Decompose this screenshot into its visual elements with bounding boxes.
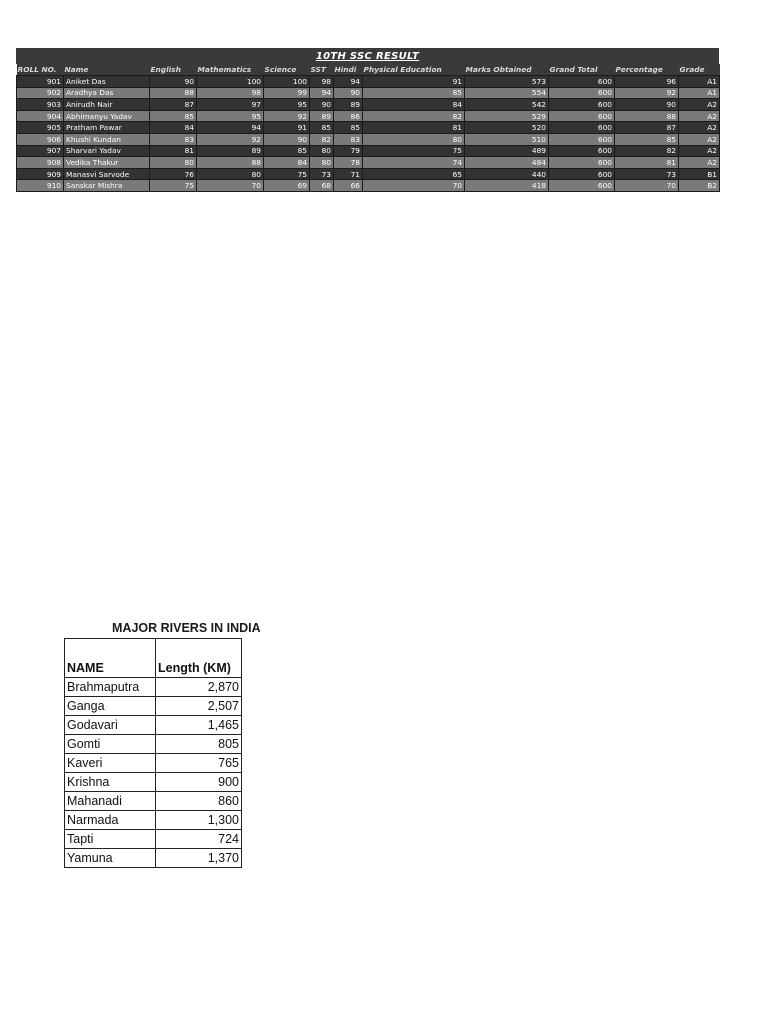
river-name-cell: Yamuna — [65, 849, 156, 868]
ssc-table-cell: Vedika Thakur — [64, 157, 150, 169]
ssc-result-title: 10TH SSC RESULT — [16, 48, 719, 64]
ssc-table-row — [17, 122, 720, 134]
ssc-table-cell: 100 — [264, 76, 310, 88]
ssc-column-header: Mathematics — [197, 64, 264, 76]
rivers-header-row — [65, 639, 242, 678]
ssc-table-cell: 81 — [363, 122, 465, 134]
ssc-table-cell: 92 — [197, 133, 264, 145]
ssc-column-header: Physical Education — [363, 64, 465, 76]
ssc-table-cell: 91 — [264, 122, 310, 134]
ssc-table-cell: 542 — [465, 99, 549, 111]
ssc-table-cell: 89 — [334, 99, 363, 111]
ssc-table-cell: A2 — [679, 110, 720, 122]
ssc-table-cell: 905 — [17, 122, 64, 134]
ssc-table-cell: 96 — [615, 76, 679, 88]
ssc-table-cell: A2 — [679, 145, 720, 157]
ssc-table-cell: 76 — [150, 168, 197, 180]
ssc-table-cell: 600 — [549, 133, 615, 145]
rivers-table-row — [65, 678, 242, 697]
ssc-table-cell: 94 — [310, 87, 334, 99]
ssc-table-cell: 80 — [310, 145, 334, 157]
ssc-table-cell: 85 — [264, 145, 310, 157]
ssc-table-cell: 86 — [334, 110, 363, 122]
ssc-table-cell: 91 — [363, 76, 465, 88]
ssc-column-header: Science — [264, 64, 310, 76]
ssc-table-cell: 97 — [197, 99, 264, 111]
river-name-cell: Kaveri — [65, 754, 156, 773]
ssc-table-cell: 92 — [615, 87, 679, 99]
ssc-table-cell: 69 — [264, 180, 310, 192]
rivers-table-row — [65, 830, 242, 849]
rivers-title: MAJOR RIVERS IN INDIA — [112, 621, 261, 635]
river-name-cell: Tapti — [65, 830, 156, 849]
ssc-table-cell: Manasvi Sarvode — [64, 168, 150, 180]
ssc-table-cell: 600 — [549, 180, 615, 192]
ssc-table-cell: 100 — [197, 76, 264, 88]
ssc-table-cell: 73 — [310, 168, 334, 180]
ssc-table-cell: 85 — [334, 122, 363, 134]
rivers-table-row — [65, 811, 242, 830]
ssc-table-cell: 80 — [310, 157, 334, 169]
ssc-table-cell: 907 — [17, 145, 64, 157]
ssc-table-cell: 600 — [549, 76, 615, 88]
river-length-cell: 1,370 — [156, 849, 242, 868]
ssc-result-table-block — [16, 48, 719, 192]
ssc-table-cell: B1 — [679, 168, 720, 180]
ssc-column-header: Grade — [679, 64, 720, 76]
ssc-table-cell: Anirudh Nair — [64, 99, 150, 111]
ssc-table-cell: 529 — [465, 110, 549, 122]
ssc-table-cell: 81 — [615, 157, 679, 169]
ssc-table-cell: 82 — [310, 133, 334, 145]
ssc-table-cell: Khushi Kundan — [64, 133, 150, 145]
river-name-cell: Gomti — [65, 735, 156, 754]
ssc-table-cell: 68 — [310, 180, 334, 192]
ssc-table-cell: 95 — [197, 110, 264, 122]
ssc-table-row — [17, 145, 720, 157]
ssc-table-cell: 80 — [363, 133, 465, 145]
ssc-table-cell: 82 — [615, 145, 679, 157]
ssc-table-cell: 95 — [264, 99, 310, 111]
ssc-table-cell: 85 — [150, 110, 197, 122]
ssc-table-cell: Sharvari Yadav — [64, 145, 150, 157]
ssc-table-cell: 90 — [615, 99, 679, 111]
river-length-cell: 2,507 — [156, 697, 242, 716]
river-length-cell: 724 — [156, 830, 242, 849]
ssc-table-cell: 75 — [363, 145, 465, 157]
rivers-table-row — [65, 735, 242, 754]
rivers-table-row — [65, 716, 242, 735]
ssc-table-cell: A2 — [679, 99, 720, 111]
ssc-table-cell: 87 — [150, 99, 197, 111]
ssc-table-cell: 84 — [264, 157, 310, 169]
ssc-table-cell: 87 — [615, 122, 679, 134]
rivers-table-block — [64, 618, 264, 868]
ssc-table-cell: 906 — [17, 133, 64, 145]
ssc-table-cell: 83 — [334, 133, 363, 145]
ssc-table-cell: 520 — [465, 122, 549, 134]
ssc-table-cell: 908 — [17, 157, 64, 169]
ssc-table-cell: 489 — [465, 145, 549, 157]
ssc-table-cell: 94 — [197, 122, 264, 134]
ssc-table-row — [17, 110, 720, 122]
river-name-cell: Brahmaputra — [65, 678, 156, 697]
ssc-table-cell: Aradhya Das — [64, 87, 150, 99]
river-name-cell: Krishna — [65, 773, 156, 792]
ssc-column-header: Marks Obtained — [465, 64, 549, 76]
rivers-table-row — [65, 773, 242, 792]
rivers-table-row — [65, 754, 242, 773]
ssc-table-cell: 90 — [334, 87, 363, 99]
ssc-column-header: Grand Total — [549, 64, 615, 76]
river-name-cell: Narmada — [65, 811, 156, 830]
rivers-column-header: Length (KM) — [156, 639, 242, 678]
rivers-table — [64, 638, 242, 868]
ssc-table-cell: 85 — [615, 133, 679, 145]
ssc-table-row — [17, 99, 720, 111]
ssc-table-row — [17, 87, 720, 99]
ssc-table-cell: 903 — [17, 99, 64, 111]
rivers-table-row — [65, 849, 242, 868]
ssc-column-header: ROLL NO. — [17, 64, 64, 76]
ssc-table-cell: 99 — [264, 87, 310, 99]
ssc-table-cell: 600 — [549, 168, 615, 180]
ssc-table-cell: 418 — [465, 180, 549, 192]
ssc-table-cell: 600 — [549, 99, 615, 111]
ssc-table-cell: 75 — [264, 168, 310, 180]
river-length-cell: 900 — [156, 773, 242, 792]
ssc-column-header: Percentage — [615, 64, 679, 76]
ssc-table-cell: 600 — [549, 87, 615, 99]
ssc-table-cell: A2 — [679, 157, 720, 169]
ssc-table-cell: 600 — [549, 110, 615, 122]
ssc-table-cell: 554 — [465, 87, 549, 99]
ssc-table-cell: 88 — [615, 110, 679, 122]
ssc-table-cell: A2 — [679, 122, 720, 134]
ssc-table-cell: 440 — [465, 168, 549, 180]
ssc-table-cell: 85 — [310, 122, 334, 134]
river-length-cell: 860 — [156, 792, 242, 811]
ssc-table-cell: 88 — [150, 87, 197, 99]
ssc-result-table — [16, 64, 720, 192]
ssc-table-cell: 78 — [334, 157, 363, 169]
ssc-column-header: Name — [64, 64, 150, 76]
ssc-table-cell: Aniket Das — [64, 76, 150, 88]
ssc-table-cell: 74 — [363, 157, 465, 169]
river-name-cell: Ganga — [65, 697, 156, 716]
ssc-table-cell: 88 — [197, 157, 264, 169]
ssc-table-cell: 84 — [150, 122, 197, 134]
ssc-table-cell: 94 — [334, 76, 363, 88]
river-name-cell: Mahanadi — [65, 792, 156, 811]
ssc-table-cell: Abhimanyu Yadav — [64, 110, 150, 122]
ssc-table-cell: 600 — [549, 157, 615, 169]
river-name-cell: Godavari — [65, 716, 156, 735]
ssc-table-cell: 484 — [465, 157, 549, 169]
ssc-table-cell: 98 — [310, 76, 334, 88]
ssc-table-cell: 84 — [363, 99, 465, 111]
ssc-header-row — [17, 64, 720, 76]
ssc-table-cell: Sanskar Mishra — [64, 180, 150, 192]
ssc-column-header: Hindi — [334, 64, 363, 76]
rivers-table-row — [65, 697, 242, 716]
ssc-table-cell: 909 — [17, 168, 64, 180]
ssc-table-cell: 600 — [549, 145, 615, 157]
ssc-table-cell: 901 — [17, 76, 64, 88]
ssc-table-cell: A2 — [679, 133, 720, 145]
ssc-table-cell: 81 — [150, 145, 197, 157]
ssc-table-cell: 85 — [363, 87, 465, 99]
ssc-table-cell: 66 — [334, 180, 363, 192]
ssc-table-cell: 98 — [197, 87, 264, 99]
ssc-table-cell: 80 — [150, 157, 197, 169]
ssc-table-cell: 902 — [17, 87, 64, 99]
ssc-table-cell: 92 — [264, 110, 310, 122]
rivers-table-row — [65, 792, 242, 811]
rivers-column-header: NAME — [65, 639, 156, 678]
river-length-cell: 2,870 — [156, 678, 242, 697]
river-length-cell: 1,300 — [156, 811, 242, 830]
ssc-table-cell: A1 — [679, 76, 720, 88]
ssc-table-cell: 83 — [150, 133, 197, 145]
ssc-column-header: SST — [310, 64, 334, 76]
ssc-table-cell: 910 — [17, 180, 64, 192]
ssc-table-cell: 80 — [197, 168, 264, 180]
ssc-table-cell: 90 — [150, 76, 197, 88]
ssc-table-cell: 65 — [363, 168, 465, 180]
ssc-table-cell: 573 — [465, 76, 549, 88]
ssc-table-cell: 89 — [197, 145, 264, 157]
ssc-table-cell: 79 — [334, 145, 363, 157]
ssc-table-cell: 70 — [197, 180, 264, 192]
ssc-table-cell: 82 — [363, 110, 465, 122]
ssc-table-cell: 73 — [615, 168, 679, 180]
ssc-table-cell: 904 — [17, 110, 64, 122]
river-length-cell: 1,465 — [156, 716, 242, 735]
ssc-table-cell: 70 — [615, 180, 679, 192]
ssc-table-cell: 510 — [465, 133, 549, 145]
ssc-table-cell: 71 — [334, 168, 363, 180]
ssc-table-cell: 75 — [150, 180, 197, 192]
ssc-table-cell: 600 — [549, 122, 615, 134]
ssc-table-row — [17, 168, 720, 180]
ssc-table-cell: 90 — [264, 133, 310, 145]
ssc-table-row — [17, 133, 720, 145]
ssc-column-header: English — [150, 64, 197, 76]
ssc-table-cell: 70 — [363, 180, 465, 192]
ssc-table-row — [17, 157, 720, 169]
ssc-table-cell: 89 — [310, 110, 334, 122]
ssc-table-row — [17, 180, 720, 192]
ssc-table-row — [17, 76, 720, 88]
ssc-table-cell: B2 — [679, 180, 720, 192]
ssc-table-cell: A1 — [679, 87, 720, 99]
ssc-table-cell: 90 — [310, 99, 334, 111]
ssc-table-cell: Pratham Pawar — [64, 122, 150, 134]
river-length-cell: 805 — [156, 735, 242, 754]
river-length-cell: 765 — [156, 754, 242, 773]
